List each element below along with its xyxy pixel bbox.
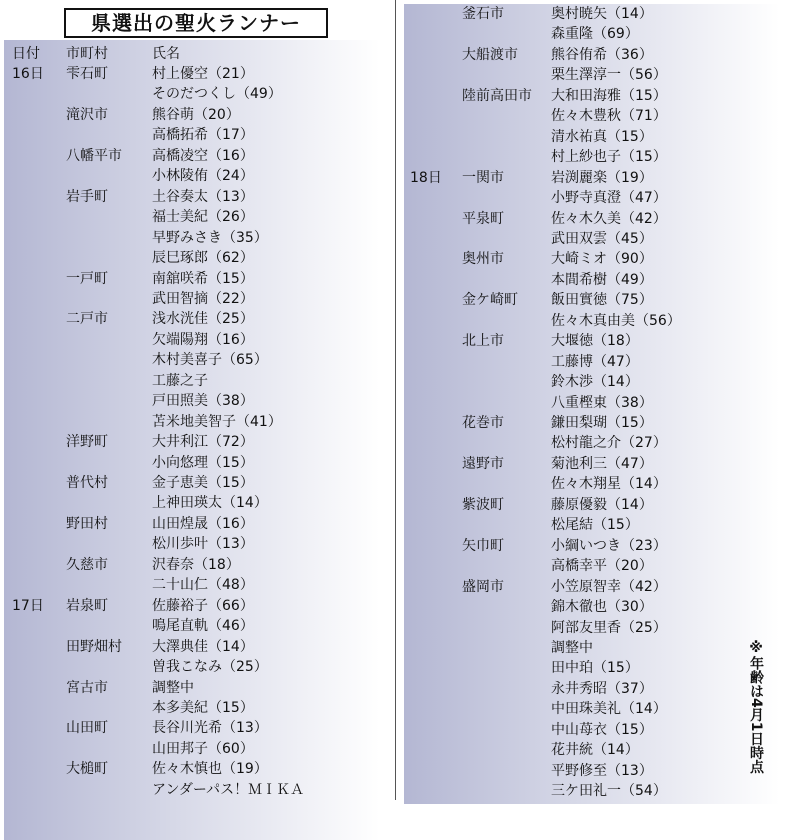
age-note: ※年齢は4月1日時点 bbox=[748, 640, 764, 774]
list-item bbox=[410, 638, 780, 658]
list-item bbox=[12, 187, 382, 207]
list-item bbox=[12, 678, 382, 698]
list-item bbox=[12, 64, 382, 84]
runner-name: 辰巳琢郎（62） bbox=[152, 250, 254, 267]
runner-name: 武田智摘（22） bbox=[152, 290, 254, 307]
list-item bbox=[410, 597, 780, 617]
runner-city: 洋野町 bbox=[66, 434, 108, 451]
list-item bbox=[12, 269, 382, 289]
runner-city: 二戸市 bbox=[66, 311, 108, 328]
column-divider bbox=[395, 0, 396, 800]
runner-city: 岩手町 bbox=[66, 188, 108, 205]
runner-name: 栗生澤淳一（56） bbox=[551, 67, 667, 84]
runner-name: 熊谷萌（20） bbox=[152, 106, 240, 123]
runner-name: 本多美紀（15） bbox=[152, 699, 254, 716]
list-item bbox=[410, 474, 780, 494]
runner-name: 鎌田梨瑚（15） bbox=[551, 415, 653, 431]
runner-name: 苫米地美智子（41） bbox=[152, 413, 282, 430]
list-item bbox=[12, 493, 382, 513]
runner-city: 北上市 bbox=[462, 333, 504, 350]
runner-name: 田中珀（15） bbox=[551, 660, 639, 677]
list-item bbox=[410, 515, 780, 535]
runner-name: 熊谷侑希（36） bbox=[551, 46, 653, 63]
list-item bbox=[12, 289, 382, 309]
list-item bbox=[12, 780, 382, 800]
runner-name: 小林陵侑（24） bbox=[152, 168, 254, 185]
list-item bbox=[410, 556, 780, 576]
runner-name: 松尾結（15） bbox=[551, 517, 639, 534]
list-item bbox=[410, 577, 780, 597]
runner-name: 調整中 bbox=[152, 679, 194, 696]
runner-city: 大槌町 bbox=[66, 761, 108, 778]
runner-name: 南舘咲希（15） bbox=[152, 270, 254, 287]
runner-name: 藤原優毅（14） bbox=[551, 496, 653, 513]
runner-name: 高橋拓希（17） bbox=[152, 127, 254, 144]
list-item bbox=[410, 86, 780, 106]
list-item bbox=[410, 740, 780, 760]
runner-city: 一関市 bbox=[462, 169, 504, 186]
runner-name: 大澤典佳（14） bbox=[152, 638, 254, 655]
list-item bbox=[12, 166, 382, 186]
runner-name: 福士美紀（26） bbox=[152, 209, 254, 226]
list-item bbox=[12, 534, 382, 554]
runner-date: 16日 bbox=[12, 66, 44, 82]
runner-name: 山田煌晟（16） bbox=[152, 515, 254, 532]
runner-name: 欠端陽翔（16） bbox=[152, 331, 254, 348]
list-item bbox=[12, 207, 382, 227]
runner-name: 浅水洸佳（25） bbox=[152, 311, 254, 328]
list-item bbox=[410, 290, 780, 310]
runner-name: 早野みさき（35） bbox=[152, 229, 268, 246]
runner-name: 工藤博（47） bbox=[551, 353, 639, 370]
list-item bbox=[410, 658, 780, 678]
runner-city: 滝沢市 bbox=[66, 106, 108, 123]
list-item bbox=[410, 188, 780, 208]
runner-name: 戸田照美（38） bbox=[152, 393, 254, 410]
runner-city: 雫石町 bbox=[66, 66, 108, 82]
page-title: 県選出の聖火ランナー bbox=[64, 8, 328, 38]
runner-name: 清水祐真（15） bbox=[551, 128, 653, 145]
runner-city: 大船渡市 bbox=[462, 46, 518, 63]
list-item bbox=[410, 4, 780, 24]
list-item bbox=[12, 391, 382, 411]
list-item bbox=[410, 679, 780, 699]
runner-name: 奥村暁矢（14） bbox=[551, 6, 653, 22]
runner-name: 永井秀昭（37） bbox=[551, 680, 653, 697]
list-item bbox=[12, 657, 382, 677]
list-item bbox=[410, 454, 780, 474]
list-item bbox=[12, 412, 382, 432]
list-item bbox=[12, 718, 382, 738]
runner-city: 八幡平市 bbox=[66, 147, 122, 164]
runner-name: 山田邦子（60） bbox=[152, 740, 254, 757]
runner-name: 阿部友里香（25） bbox=[551, 619, 667, 636]
runner-name: 村上優空（21） bbox=[152, 66, 254, 82]
list-item bbox=[410, 106, 780, 126]
list-item bbox=[12, 739, 382, 759]
list-item bbox=[12, 759, 382, 779]
runner-name: 花井統（14） bbox=[551, 742, 639, 759]
runner-city: 野田村 bbox=[66, 515, 108, 532]
runner-name: 小向悠理（15） bbox=[152, 454, 254, 471]
runner-name: アンダーパス！ＭＩＫＡ bbox=[152, 781, 305, 798]
list-item bbox=[410, 699, 780, 719]
runner-name: そのだつくし（49） bbox=[152, 86, 282, 103]
runner-name: 飯田實徳（75） bbox=[551, 292, 653, 309]
runner-name: 中山苺衣（15） bbox=[551, 721, 653, 738]
list-item bbox=[12, 228, 382, 248]
list-item bbox=[410, 393, 780, 413]
runner-city: 盛岡市 bbox=[462, 578, 504, 595]
header-city: 市町村 bbox=[66, 46, 108, 62]
list-item bbox=[12, 84, 382, 104]
list-item bbox=[12, 432, 382, 452]
runner-name: 中田珠美礼（14） bbox=[551, 701, 667, 718]
runner-name: 本間希樹（49） bbox=[551, 271, 653, 288]
runner-city: 遠野市 bbox=[462, 455, 504, 472]
runner-name: 曽我こなみ（25） bbox=[152, 659, 268, 676]
list-item bbox=[12, 248, 382, 268]
list-item bbox=[12, 350, 382, 370]
list-item bbox=[410, 495, 780, 515]
list-item bbox=[12, 105, 382, 125]
runner-name: 錦木徹也（30） bbox=[551, 599, 653, 616]
runner-name: 平野修至（13） bbox=[551, 762, 653, 779]
list-item bbox=[410, 311, 780, 331]
list-item bbox=[12, 698, 382, 718]
runner-city: 紫波町 bbox=[462, 496, 504, 513]
list-item bbox=[410, 372, 780, 392]
runner-name: 調整中 bbox=[551, 639, 593, 656]
runner-name: 森重隆（69） bbox=[551, 26, 639, 43]
list-item bbox=[12, 330, 382, 350]
header-name: 氏名 bbox=[152, 46, 180, 62]
runner-city: 宮古市 bbox=[66, 679, 108, 696]
list-item bbox=[410, 433, 780, 453]
runner-name: 小野寺真澄（47） bbox=[551, 190, 667, 207]
list-item bbox=[12, 371, 382, 391]
runner-name: 二十山仁（48） bbox=[152, 577, 254, 594]
list-item bbox=[12, 473, 382, 493]
list-item bbox=[410, 331, 780, 351]
runner-city: 岩泉町 bbox=[66, 597, 108, 614]
runner-city: 金ケ崎町 bbox=[462, 292, 518, 309]
runner-city: 田野畑村 bbox=[66, 638, 122, 655]
list-item bbox=[12, 453, 382, 473]
header-date: 日付 bbox=[12, 46, 40, 62]
list-item bbox=[12, 616, 382, 636]
list-item bbox=[410, 65, 780, 85]
runner-date: 18日 bbox=[410, 169, 442, 186]
runner-name: 金子恵美（15） bbox=[152, 475, 254, 491]
runner-name: 大井利江（72） bbox=[152, 434, 254, 451]
list-item bbox=[410, 720, 780, 740]
runner-name: 武田双雲（45） bbox=[551, 230, 653, 247]
runner-name: 八重樫東（38） bbox=[551, 394, 653, 411]
runner-name: 松村龍之介（27） bbox=[551, 435, 667, 452]
runner-name: 佐々木久美（42） bbox=[551, 210, 667, 227]
runner-name: 大堰徳（18） bbox=[551, 333, 639, 350]
runner-name: 佐々木豊秋（71） bbox=[551, 108, 667, 125]
runner-name: 佐々木翔星（14） bbox=[551, 476, 667, 493]
runner-name: 小綱いつき（23） bbox=[551, 537, 667, 554]
list-item bbox=[12, 555, 382, 575]
runner-name: 鳴尾直軌（46） bbox=[152, 618, 254, 635]
runner-city: 奥州市 bbox=[462, 251, 504, 268]
list-item bbox=[410, 270, 780, 290]
runner-city: 山田町 bbox=[66, 720, 108, 737]
runner-name: 大崎ミオ（90） bbox=[551, 251, 653, 268]
runner-name: 上神田瑛太（14） bbox=[152, 495, 268, 512]
runner-name: 松川歩叶（13） bbox=[152, 536, 254, 553]
runner-name: 村上紗也子（15） bbox=[551, 149, 667, 166]
list-item bbox=[12, 309, 382, 329]
table-header bbox=[12, 44, 372, 64]
runner-city: 普代村 bbox=[66, 475, 108, 491]
list-item bbox=[410, 147, 780, 167]
runner-date: 17日 bbox=[12, 597, 44, 614]
list-item bbox=[12, 637, 382, 657]
runner-city: 釜石市 bbox=[462, 6, 504, 22]
list-item bbox=[410, 249, 780, 269]
runner-name: 工藤之子 bbox=[152, 372, 208, 389]
runner-city: 陸前高田市 bbox=[462, 87, 532, 104]
runner-name: 長谷川光希（13） bbox=[152, 720, 268, 737]
list-item bbox=[410, 413, 780, 433]
runner-name: 小笠原智幸（42） bbox=[551, 578, 667, 595]
runner-city: 花巻市 bbox=[462, 415, 504, 431]
list-item bbox=[12, 125, 382, 145]
list-item bbox=[410, 761, 780, 781]
runner-name: 鈴木渉（14） bbox=[551, 374, 639, 391]
list-item bbox=[410, 24, 780, 44]
runner-city: 矢巾町 bbox=[462, 537, 504, 554]
list-item bbox=[410, 127, 780, 147]
runner-name: 高橋幸平（20） bbox=[551, 558, 653, 575]
list-item bbox=[410, 209, 780, 229]
list-item bbox=[12, 596, 382, 616]
list-item bbox=[410, 229, 780, 249]
runner-name: 高橋凌空（16） bbox=[152, 147, 254, 164]
list-item bbox=[410, 45, 780, 65]
list-item bbox=[410, 168, 780, 188]
runner-name: 佐々木真由美（56） bbox=[551, 312, 681, 329]
list-item bbox=[12, 575, 382, 595]
list-item bbox=[12, 146, 382, 166]
runner-name: 木村美喜子（65） bbox=[152, 352, 268, 369]
runner-city: 久慈市 bbox=[66, 556, 108, 573]
list-item bbox=[410, 618, 780, 638]
runner-name: 菊池利三（47） bbox=[551, 455, 653, 472]
list-item bbox=[410, 352, 780, 372]
runner-name: 三ケ田礼一（54） bbox=[551, 783, 667, 800]
list-item bbox=[12, 514, 382, 534]
runner-city: 一戸町 bbox=[66, 270, 108, 287]
runner-name: 佐藤裕子（66） bbox=[152, 597, 254, 614]
list-item bbox=[410, 781, 780, 801]
list-item bbox=[410, 536, 780, 556]
runner-name: 土谷奏太（13） bbox=[152, 188, 254, 205]
runner-name: 佐々木慎也（19） bbox=[152, 761, 268, 778]
runner-name: 大和田海雅（15） bbox=[551, 87, 667, 104]
runner-name: 沢春奈（18） bbox=[152, 556, 240, 573]
runner-name: 岩渕麗楽（19） bbox=[551, 169, 653, 186]
runner-city: 平泉町 bbox=[462, 210, 504, 227]
